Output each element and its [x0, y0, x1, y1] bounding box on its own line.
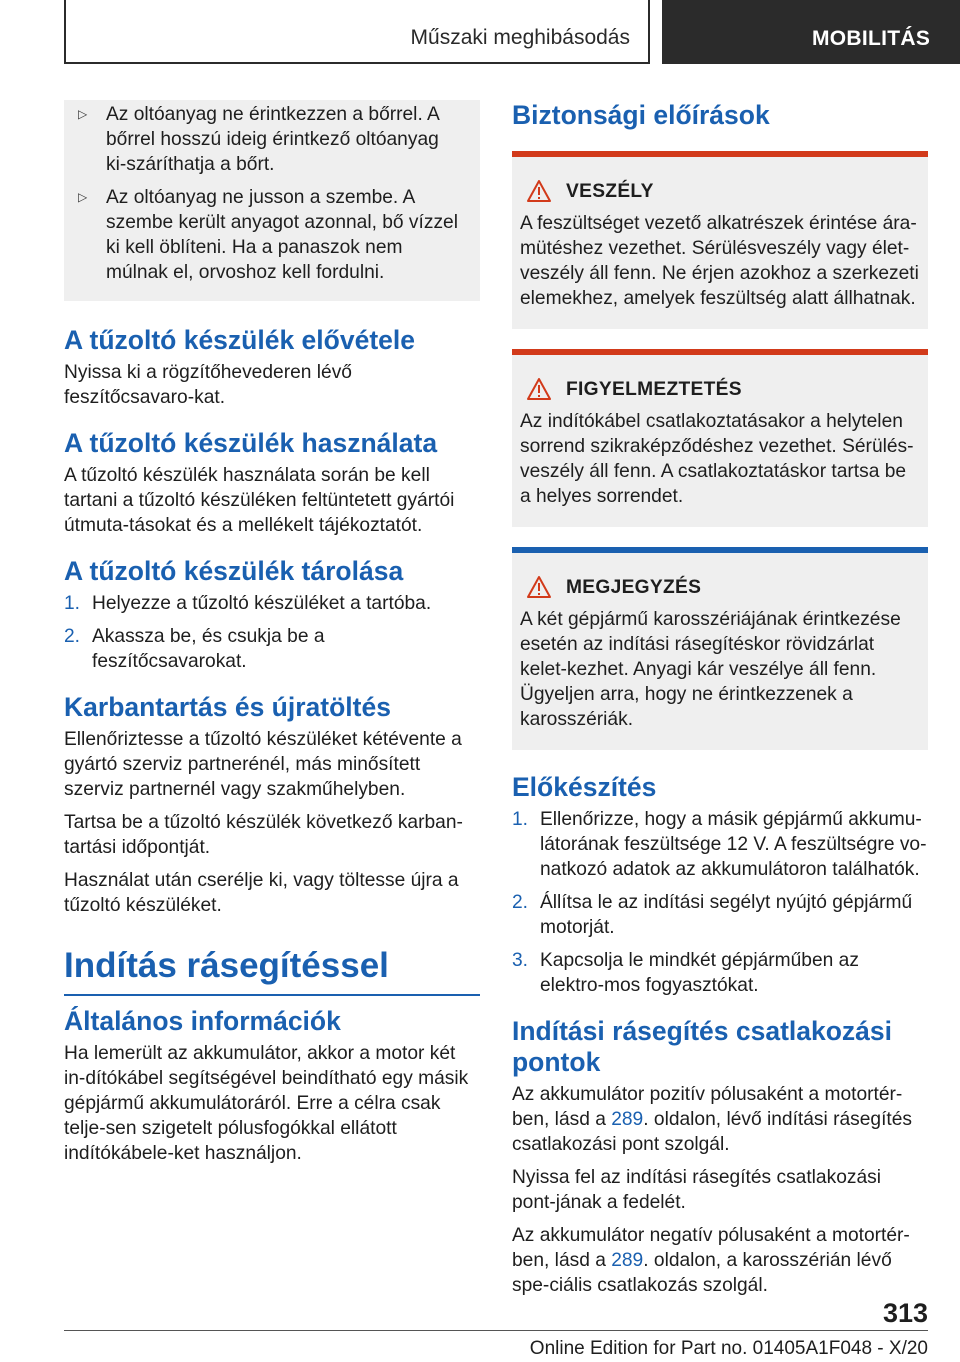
right-column: [512, 100, 928, 1306]
bullet-item: [74, 102, 464, 177]
bullet-text: Az oltóanyag ne jusson a szembe. A szembe került anyagot azonnal, bő vízzel ki kell öblíteni. Ha a panaszok nem múlnak el, orvoshoz kell fordulni.: [106, 187, 458, 283]
numbered-step: [64, 591, 480, 616]
section-heading-removal: A tűzoltó készülék elővétele: [64, 325, 415, 355]
bullet-text: Az oltóanyag ne érintkezzen a bőrrel. A bőrrel hosszú ideig érintkező oltóanyag ki-száríthatja a bőrt.: [106, 104, 439, 175]
bullet-item: [74, 185, 464, 285]
numbered-step: [512, 807, 928, 882]
paragraph: Ellenőriztesse a tűzoltó készüléket kétévente a gyártó szerviz partnerénél, más minősített szerviz partnernél vagy szakműhelyben.: [64, 729, 462, 800]
numbered-step: [512, 948, 928, 998]
header-section-title: Műszaki meghibásodás: [410, 26, 630, 49]
step-text: Helyezze a tűzoltó készüléket a tartóba.: [92, 593, 432, 614]
danger-notice: [512, 151, 928, 329]
step-number: 1.: [512, 809, 529, 830]
caution-bullet-box: [64, 100, 480, 301]
step-number: 2.: [64, 626, 81, 647]
page-header: [0, 0, 960, 66]
header-chapter-tab: MOBILITÁS: [662, 0, 960, 64]
section-heading-preparation: Előkészítés: [512, 772, 657, 802]
step-text: Kapcsolja le mindkét gépjárműben az elektro-mos fogyasztókat.: [540, 950, 859, 996]
paragraph: Ha lemerült az akkumulátor, akkor a motor két in-dítókábel segítségével beindítható egy másik gépjármű akkumulátoráról. Erre a célra csak telje-sen szigetelt pólusfogókkal ellátott indítókábele-ket használjon.: [64, 1043, 469, 1164]
notice-title: MEGJEGYZÉS: [566, 577, 702, 598]
warning-triangle-icon: [526, 377, 566, 403]
paragraph: Tartsa be a tűzoltó készülék következő karban-tartási időpontját.: [64, 812, 463, 858]
chapter-heading: Indítás rásegítéssel: [64, 944, 480, 996]
page-number: 313: [882, 1298, 928, 1328]
text-run: Az akkumulátor pozitív pólusaként a motortér-ben, lásd a: [512, 1084, 903, 1130]
footer-edition-text: Online Edition for Part no. 01405A1F048 - X/20: [529, 1338, 928, 1359]
notice-text: A két gépjármű karosszériájának érintkezése esetén az indítási rásegítéskor rövidzárlat kelet-kezhet. Anyagi kár veszélye áll fenn. Ügyeljen arra, hogy ne érintkezzenek a karosszériák.: [520, 609, 901, 730]
notice-header: [520, 575, 920, 601]
note-notice: [512, 547, 928, 750]
header-box: [64, 0, 650, 64]
triangle-bullet-icon: ▷: [78, 190, 88, 204]
text-run: Az akkumulátor negatív pólusaként a motortér-ben, lásd a: [512, 1225, 910, 1271]
paragraph: Nyissa ki a rögzítőhevederen lévő feszítőcsavaro-kat.: [64, 362, 352, 408]
warning-triangle-icon: [526, 575, 566, 601]
step-text: Állítsa le az indítási segélyt nyújtó gépjármű motorját.: [540, 892, 913, 938]
notice-header: [520, 377, 920, 403]
text-run: . oldalon, a karosszérián lévő spe-ciális csatlakozás szolgál.: [512, 1250, 892, 1296]
notice-text: Az indítókábel csatlakoztatásakor a helytelen sorrend szikraképződéshez vezethet. Sérülés-veszély áll fenn. A csatlakoztatáskor tartsa be a helyes sorrendet.: [520, 411, 914, 507]
numbered-step: [512, 890, 928, 940]
paragraph: A tűzoltó készülék használata során be kell tartani a tűzoltó készüléken feltüntetett gyártói útmuta-tásokat és a mellékelt tájékoztatót.: [64, 465, 455, 536]
page-reference-link[interactable]: 289: [611, 1109, 644, 1130]
page-reference-link[interactable]: 289: [611, 1250, 644, 1271]
paragraph: Nyissa fel az indítási rásegítés csatlakozási pont-jának a fedelét.: [512, 1167, 881, 1213]
section-heading-safety: Biztonsági előírások: [512, 100, 770, 130]
step-number: 1.: [64, 593, 81, 614]
section-heading-maintenance: Karbantartás és újratöltés: [64, 692, 391, 722]
warning-triangle-icon: [526, 179, 566, 205]
step-text: Ellenőrizze, hogy a másik gépjármű akkumu-látorának feszültsége 12 V. A feszültségre vo-natkozó adatok az akkumulátoron találhatók.: [540, 809, 927, 880]
notice-header: [520, 179, 920, 205]
paragraph: Használat után cserélje ki, vagy töltesse újra a tűzoltó készüléket.: [64, 870, 459, 916]
section-heading-general: Általános információk: [64, 1006, 341, 1036]
triangle-bullet-icon: ▷: [78, 107, 88, 121]
step-text: Akassza be, és csukja be a feszítőcsavarokat.: [92, 626, 325, 672]
left-column: [64, 100, 480, 1174]
section-heading-connection-points: Indítási rásegítés csatlakozási pontok: [512, 1016, 893, 1077]
numbered-step: [64, 624, 480, 674]
footer-divider: [64, 1330, 928, 1331]
notice-title: VESZÉLY: [566, 181, 654, 202]
section-heading-storage: A tűzoltó készülék tárolása: [64, 556, 404, 586]
text-run: . oldalon, lévő indítási rásegítés csatlakozási pont szolgál.: [512, 1109, 913, 1155]
warning-notice: [512, 349, 928, 527]
paragraph: [512, 1223, 928, 1298]
step-number: 2.: [512, 892, 529, 913]
notice-text: A feszültséget vezető alkatrészek érintése ára-mütéshez vezethet. Sérülésveszély vagy élet-veszély áll fenn. Ne érjen azokhoz a szerkezeti elemekhez, amelyek feszültség alatt állhatnak.: [520, 213, 919, 309]
section-heading-usage: A tűzoltó készülék használata: [64, 428, 438, 458]
paragraph: [512, 1082, 928, 1157]
notice-title: FIGYELMEZTETÉS: [566, 379, 742, 400]
step-number: 3.: [512, 950, 529, 971]
